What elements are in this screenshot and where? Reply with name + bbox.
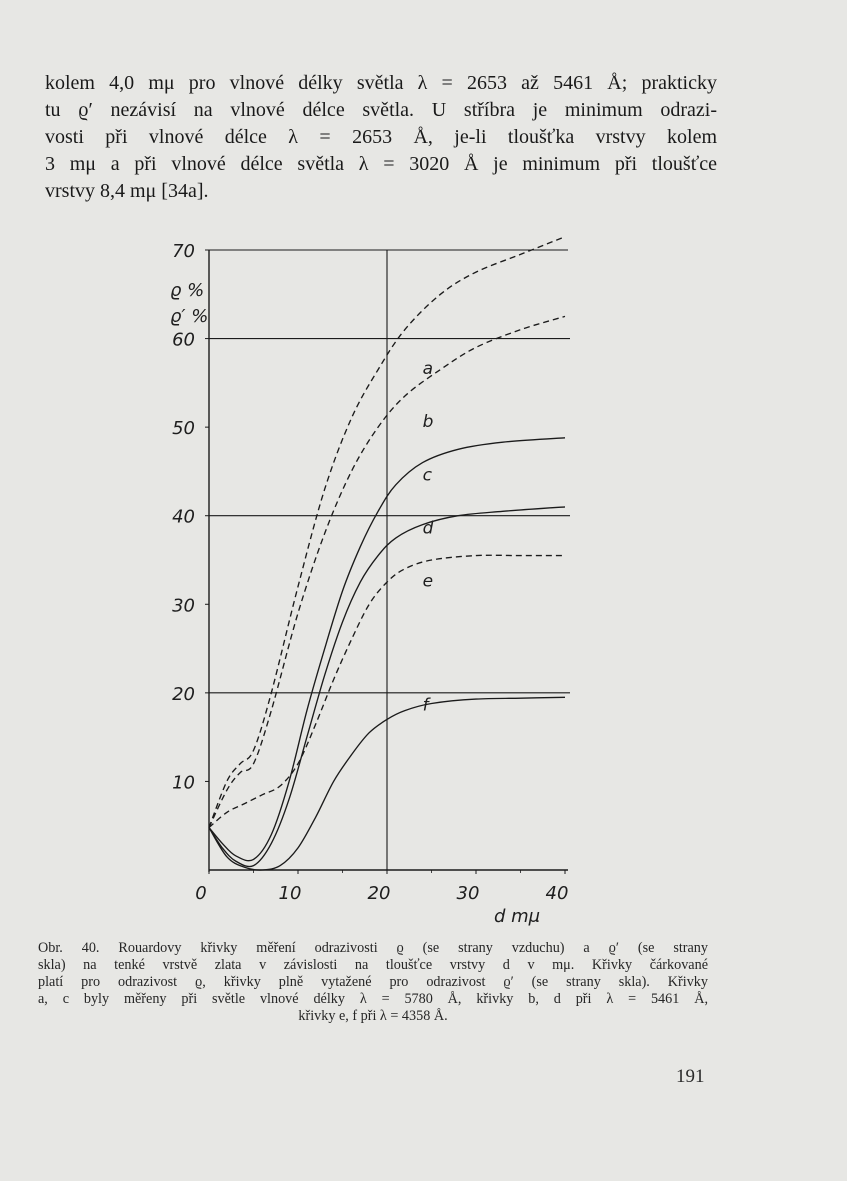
- chart-grid: [209, 250, 570, 872]
- caption-line: a, c byly měřeny při světle vlnové délky λ = 5780 Å, křivky b, d při λ = 5461 Å,: [38, 991, 708, 1007]
- curve-label-c: c: [422, 465, 432, 486]
- page-number: 191: [676, 1066, 705, 1087]
- x-axis-label: d mμ: [494, 906, 541, 927]
- y-tick-label: 30: [172, 595, 195, 617]
- x-tick-label: 30: [456, 883, 480, 904]
- body-line: kolem 4,0 mμ pro vlnové délky světla λ = 2653 až 5461 Å; prakticky: [45, 72, 717, 94]
- figure-caption: [38, 940, 708, 1025]
- y-axis-label-rho: ϱ %: [170, 280, 205, 301]
- y-axis-label-rho-prime: ϱ′ %: [170, 306, 209, 327]
- curve-label-e: e: [422, 571, 434, 592]
- curve-label-f: f: [422, 695, 429, 716]
- x-tick-label: 10: [278, 883, 302, 904]
- curve-label-d: d: [422, 518, 434, 539]
- curve-label-a: a: [422, 359, 434, 379]
- y-tick-label: 70: [172, 241, 195, 262]
- y-tick-label: 60: [172, 329, 195, 351]
- chart-ticks: [172, 241, 568, 904]
- body-line: tu ϱ′ nezávisí na vlnové délce světla. U stříbra je minimum odrazi-: [45, 99, 717, 121]
- caption-line: platí pro odrazivost ϱ, křivky plně vytažené pro odrazivost ϱ′ (se strany skla). Křivky: [38, 974, 708, 990]
- x-tick-label: 20: [367, 883, 391, 904]
- y-tick-label: 40: [172, 506, 195, 528]
- y-tick-label: 10: [172, 772, 195, 794]
- caption-line: Obr. 40. Rouardovy křivky měření odrazivosti ϱ (se strany vzduchu) a ϱ′ (se strany: [38, 940, 708, 956]
- caption-line: křivky e, f při λ = 4358 Å.: [298, 1008, 448, 1024]
- x-tick-label: 0: [195, 883, 207, 904]
- body-line: 3 mμ a při vlnové délce světla λ = 3020 Å je minimum při tloušťce: [45, 153, 717, 175]
- y-tick-label: 50: [172, 418, 195, 440]
- body-line: vrstvy 8,4 mμ [34a].: [45, 180, 209, 202]
- body-line: vosti při vlnové délce λ = 2653 Å, je-li tloušťka vrstvy kolem: [45, 126, 717, 148]
- curve-label-b: b: [422, 412, 434, 433]
- caption-line: skla) na tenké vrstvě zlata v závislosti na tloušťce vrstvy d v mμ. Křivky čárkované: [38, 957, 708, 973]
- y-tick-label: 20: [172, 683, 195, 705]
- x-tick-label: 40: [545, 883, 569, 904]
